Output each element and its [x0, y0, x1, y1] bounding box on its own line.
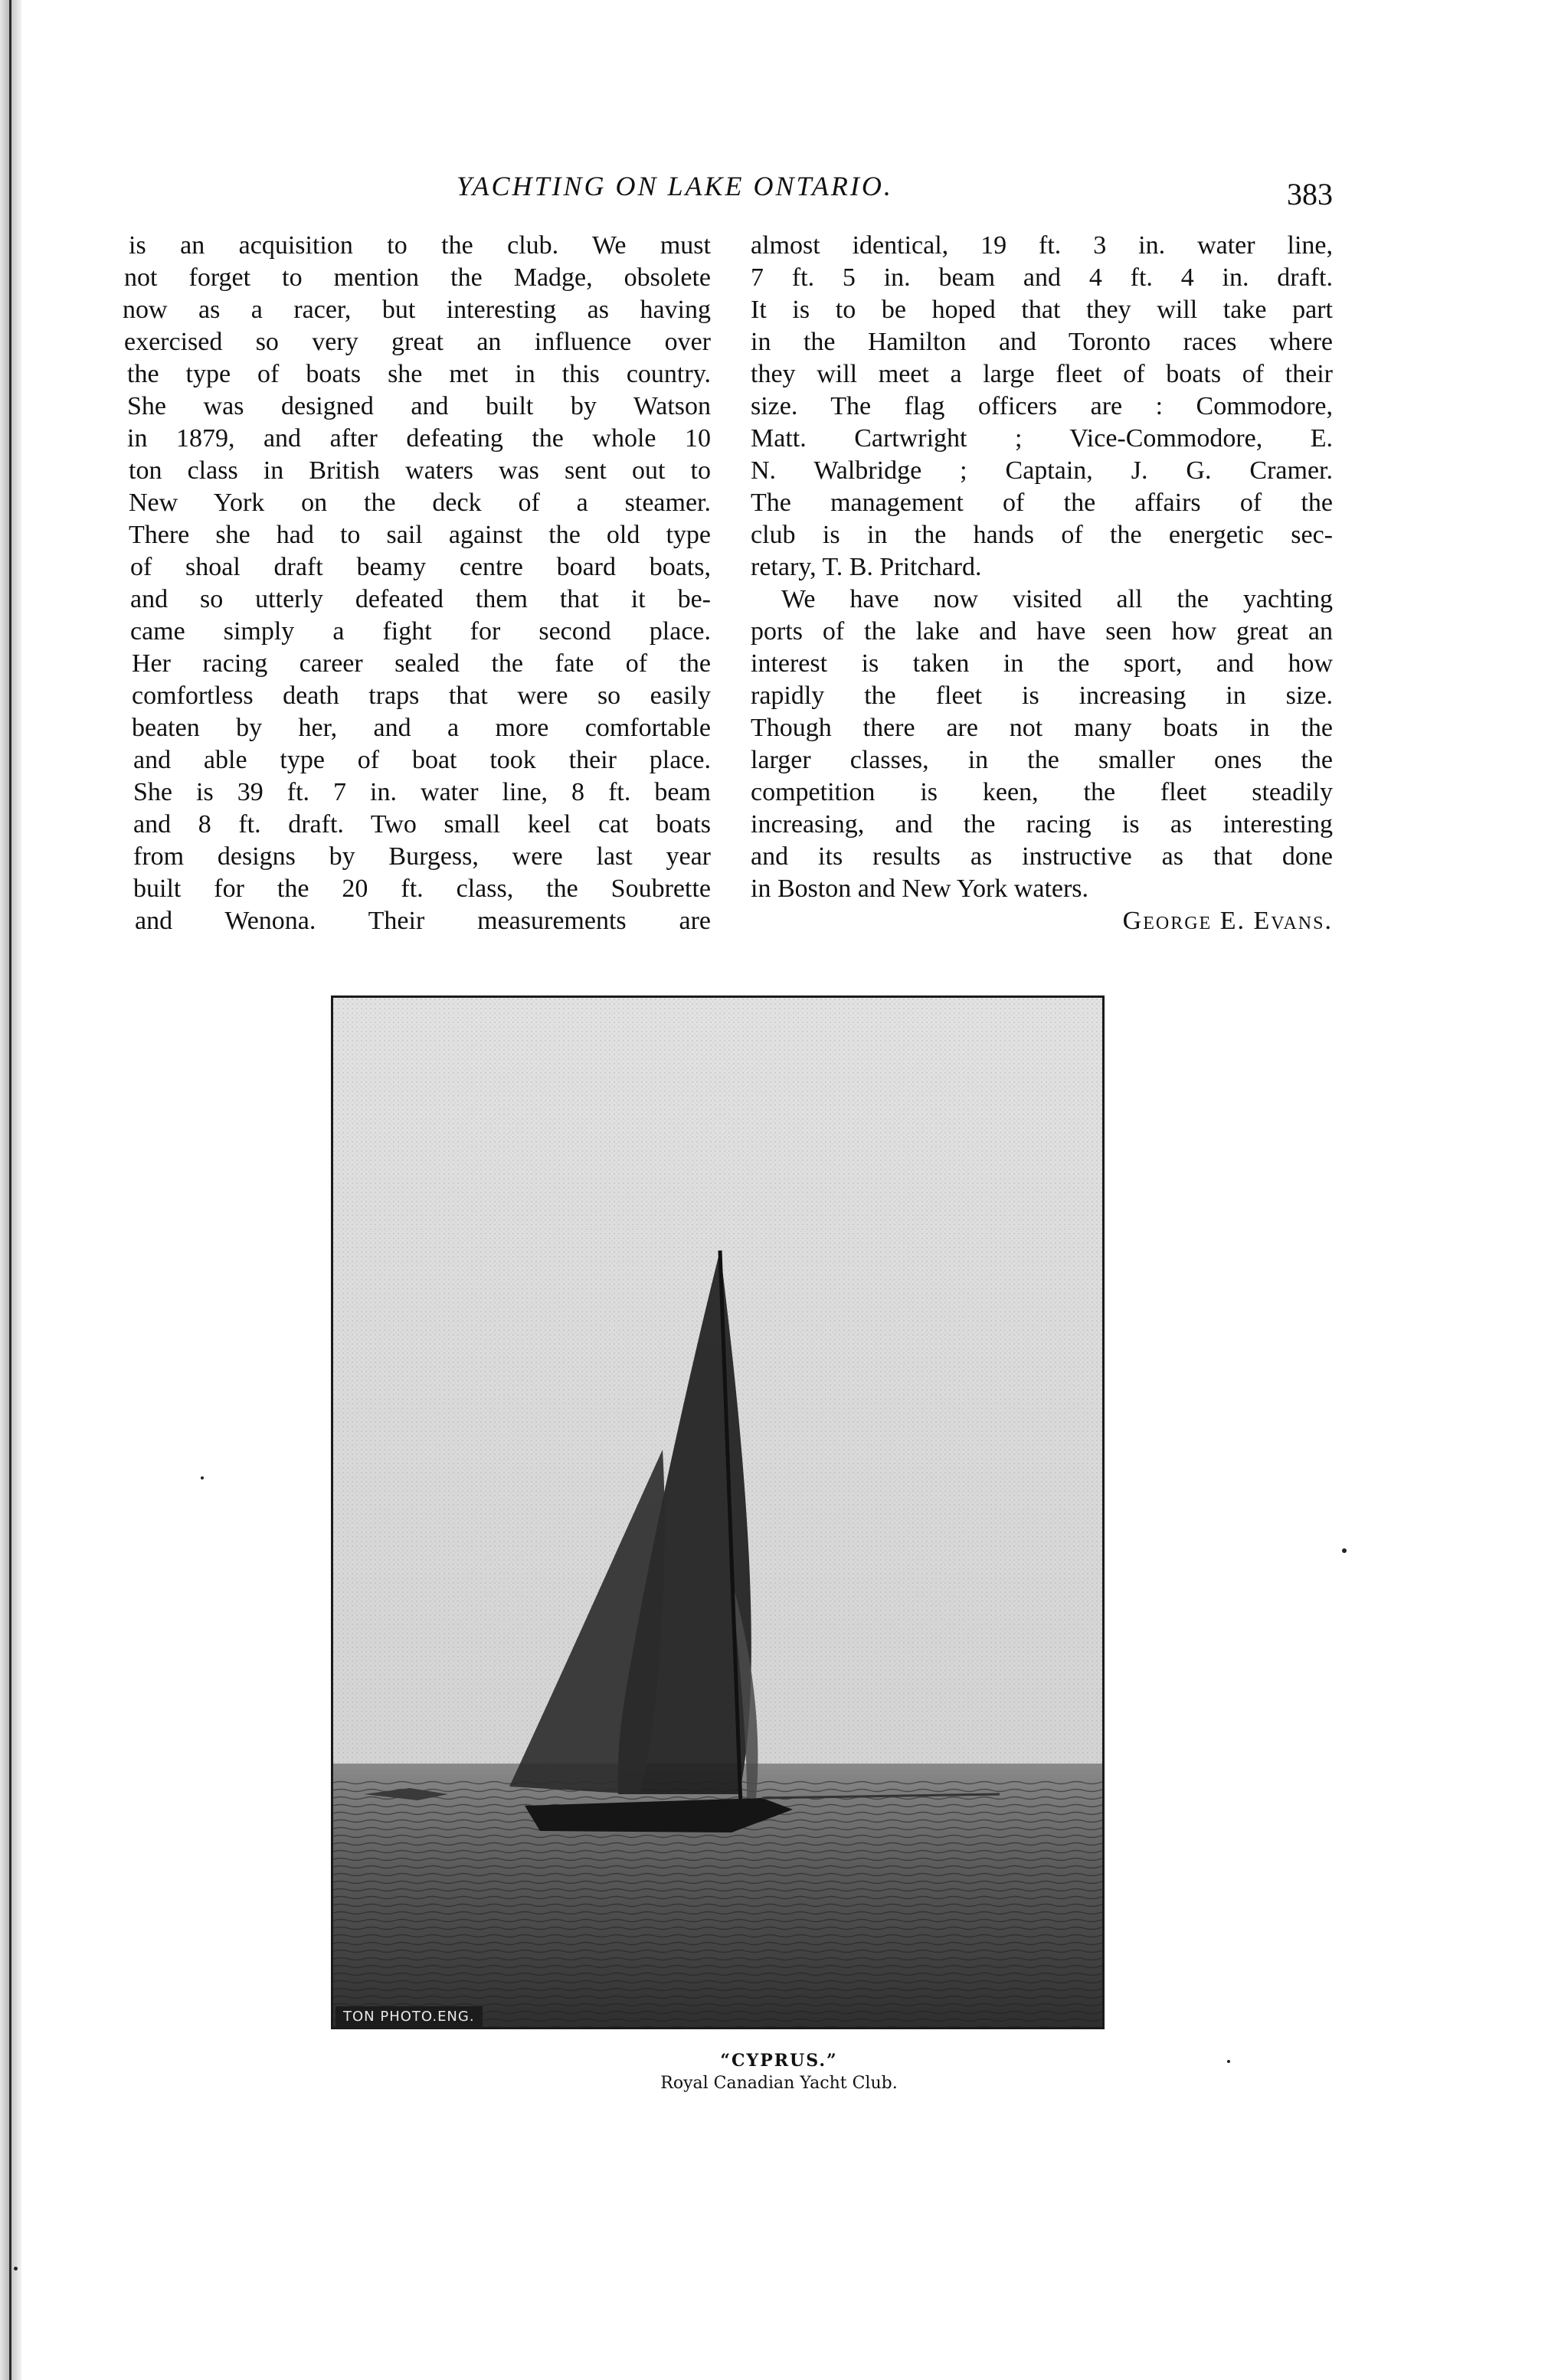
text-line: not forget to mention the Madge, obsolete — [124, 263, 711, 292]
engraver-credit: TON PHOTO.ENG. — [335, 2006, 483, 2028]
sailboat-illustration — [333, 998, 1102, 2027]
text-line: interest is taken in the sport, and how — [751, 649, 1333, 678]
text-line: from designs by Burgess, were last year — [133, 842, 711, 871]
scan-gutter-line — [9, 0, 11, 2380]
scan-speck — [14, 2267, 18, 2270]
text-line: ton class in British waters was sent out to — [129, 456, 711, 485]
text-line: of shoal draft beamy centre board boats, — [130, 553, 711, 581]
text-line: New York on the deck of a steamer. — [129, 489, 711, 517]
yacht-photograph — [331, 995, 1105, 2029]
figure-caption-title: “CYPRUS.” — [720, 2051, 838, 2071]
text-line: is an acquisition to the club. We must — [129, 231, 711, 260]
text-line: retary, T. B. Pritchard. — [751, 553, 982, 581]
text-line: comfortless death traps that were so easily — [132, 682, 711, 710]
text-line: exercised so very great an influence over — [124, 328, 711, 356]
text-line: N. Walbridge ; Captain, J. G. Cramer. — [751, 456, 1333, 485]
text-line: club is in the hands of the energetic sec- — [751, 521, 1333, 549]
text-line: The management of the affairs of the — [751, 489, 1333, 517]
text-line: increasing, and the racing is as interesting — [751, 810, 1333, 839]
text-line: It is to be hoped that they will take part — [751, 296, 1333, 324]
scan-speck — [201, 1476, 204, 1479]
text-line: in Boston and New York waters. — [751, 875, 1089, 903]
text-line: built for the 20 ft. class, the Soubrette — [133, 875, 711, 903]
text-line: 7 ft. 5 in. beam and 4 ft. 4 in. draft. — [751, 263, 1333, 292]
text-line: competition is keen, the fleet steadily — [751, 778, 1333, 806]
page-number: 383 — [1287, 177, 1333, 211]
text-line: We have now visited all the yachting — [781, 585, 1333, 613]
scan-speck — [1227, 2060, 1230, 2063]
text-line: ports of the lake and have seen how great an — [751, 617, 1333, 646]
right-text-column — [751, 230, 1333, 937]
text-line: Matt. Cartwright ; Vice-Commodore, E. — [751, 424, 1333, 453]
scan-speck — [1342, 1548, 1347, 1553]
text-line: beaten by her, and a more comfortable — [132, 714, 711, 742]
text-line: in 1879, and after defeating the whole 10 — [127, 424, 711, 453]
text-line: and Wenona. Their measurements are — [135, 907, 711, 935]
text-line: rapidly the fleet is increasing in size. — [751, 682, 1333, 710]
text-line: now as a racer, but interesting as having — [123, 296, 711, 324]
text-line: There she had to sail against the old type — [129, 521, 711, 549]
text-line: they will meet a large fleet of boats of their — [751, 360, 1333, 388]
figure-caption-subtitle: Royal Canadian Yacht Club. — [660, 2074, 898, 2093]
running-title: YACHTING ON LAKE ONTARIO. — [457, 171, 893, 201]
text-line: in the Hamilton and Toronto races where — [751, 328, 1333, 356]
text-line: Though there are not many boats in the — [751, 714, 1333, 742]
text-line: size. The flag officers are : Commodore, — [751, 392, 1333, 420]
text-line: larger classes, in the smaller ones the — [751, 746, 1333, 774]
text-line: She is 39 ft. 7 in. water line, 8 ft. beam — [133, 778, 711, 806]
text-line: and 8 ft. draft. Two small keel cat boats — [133, 810, 711, 839]
text-line: almost identical, 19 ft. 3 in. water line, — [751, 231, 1333, 260]
text-line: and its results as instructive as that done — [751, 842, 1333, 871]
text-line: and so utterly defeated them that it be- — [130, 585, 711, 613]
text-line: came simply a fight for second place. — [130, 617, 711, 646]
text-line: Her racing career sealed the fate of the — [132, 649, 711, 678]
text-line: the type of boats she met in this country. — [127, 360, 711, 388]
author-signature: George E. Evans. — [1122, 907, 1333, 935]
text-line: and able type of boat took their place. — [133, 746, 711, 774]
text-line: She was designed and built by Watson — [127, 392, 711, 420]
left-text-column — [123, 230, 711, 937]
